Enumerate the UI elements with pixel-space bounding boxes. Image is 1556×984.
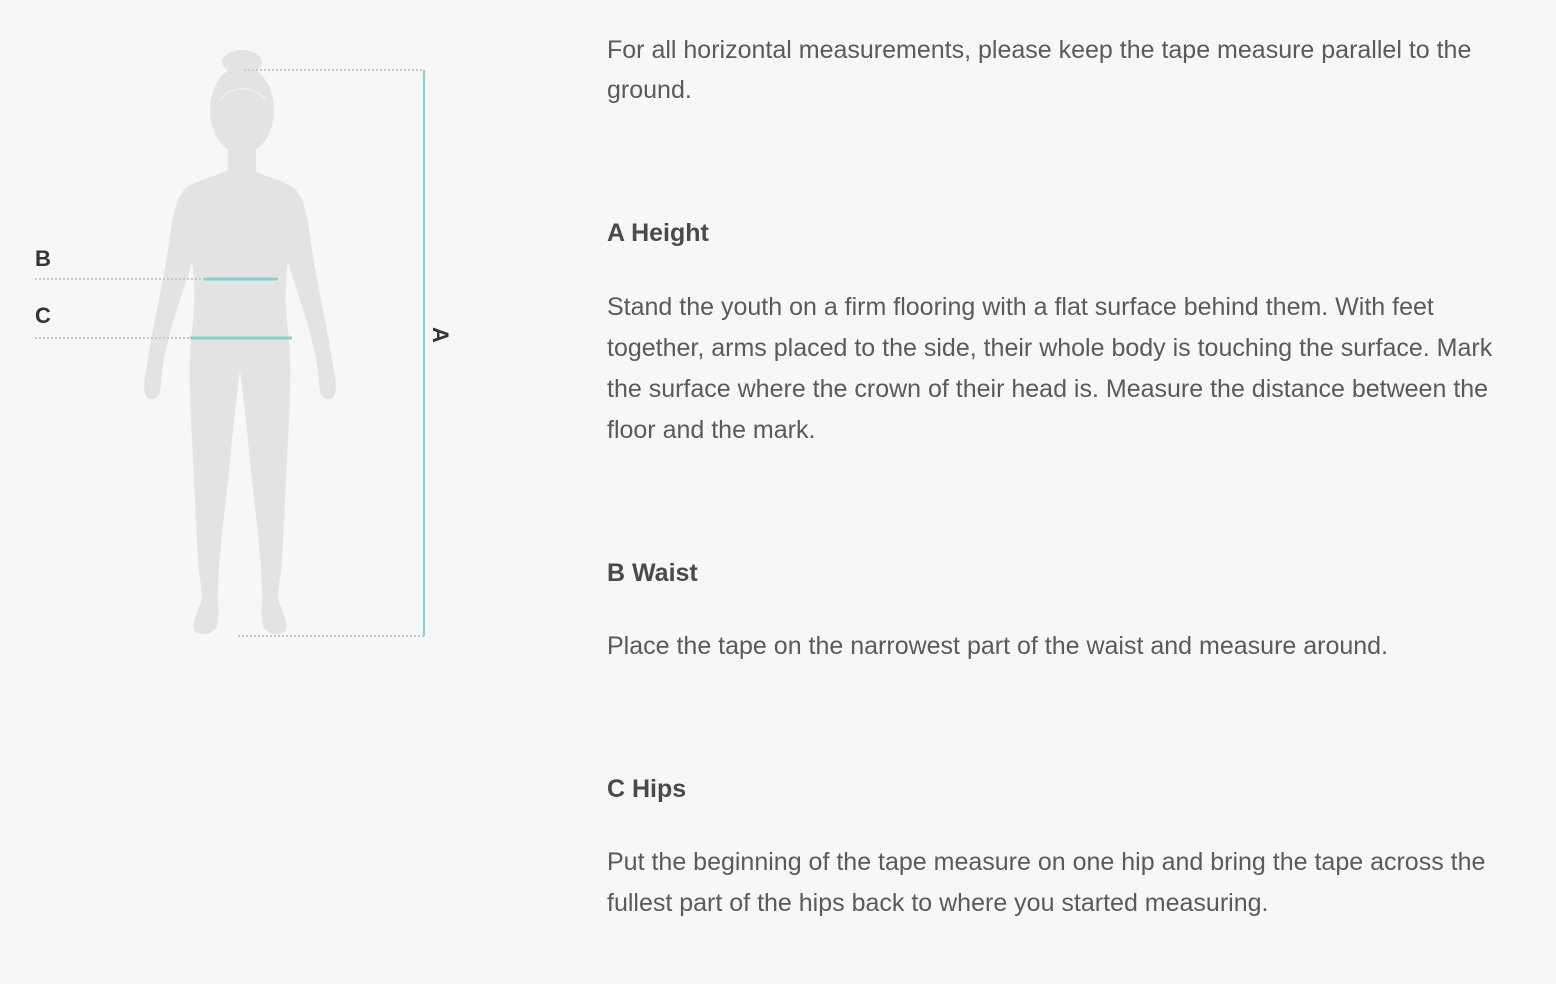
intro-text: For all horizontal measurements, please keep the tape measure parallel to the ground.: [607, 36, 1472, 104]
section-title-waist: B Waist: [607, 559, 698, 587]
height-label: A: [427, 327, 453, 343]
section-body-height: Stand the youth on a firm flooring with a flat surface behind them. With feet together, arms placed to the side, their whole body is touching the surface. Mark the surface where the crown of their head is. Measure the distance between the floor and the mark.: [607, 293, 1493, 444]
measurement-figure: [0, 0, 520, 700]
section-title-hips: C Hips: [607, 775, 687, 803]
body-silhouette: [144, 50, 336, 634]
body-silhouette-diagram: [0, 0, 520, 700]
section-body-waist: Place the tape on the narrowest part of the waist and measure around.: [607, 632, 1389, 660]
section-body-hips: Put the beginning of the tape measure on one hip and bring the tape across the fullest part of the hips back to where you started measuring.: [607, 848, 1486, 917]
section-title-height: A Height: [607, 219, 709, 247]
waist-label: B: [35, 246, 51, 271]
intro-block: [607, 30, 1537, 110]
hips-label: C: [35, 303, 51, 328]
